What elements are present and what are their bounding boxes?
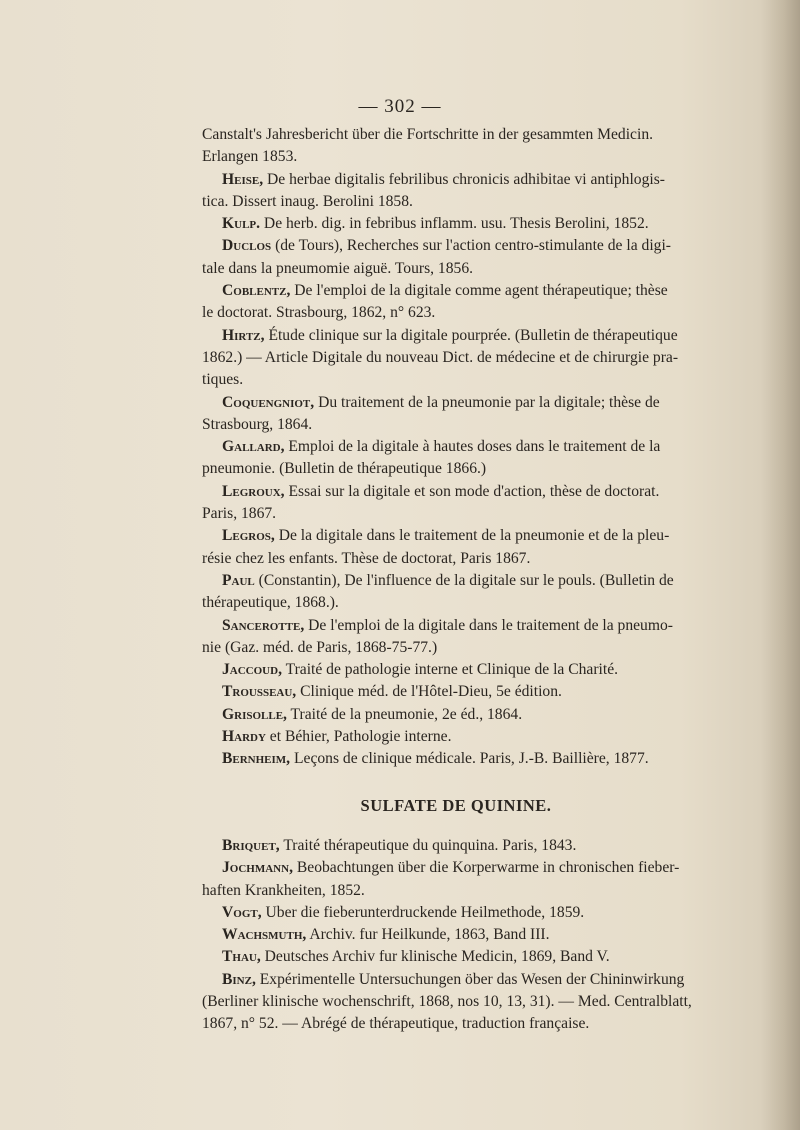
bibliography-entry [202, 748, 710, 770]
entry-line [202, 570, 710, 592]
entry-text: Du traitement de la pneumonie par la digitale; thèse de [314, 393, 660, 411]
entry-line [202, 213, 710, 235]
entry-text: Leçons de clinique médicale. Paris, J.-B. Baillière, 1877. [290, 750, 649, 768]
entry-line [202, 258, 710, 280]
entry-line [202, 969, 710, 991]
bibliography-entry [202, 902, 710, 924]
entry-line [202, 1013, 710, 1035]
bibliography-entry [202, 924, 710, 946]
entry-line [202, 458, 710, 480]
entry-line [202, 659, 710, 681]
bibliography-entry [202, 235, 710, 280]
entry-author: Wachsmuth, [222, 926, 307, 944]
entry-author: Legroux, [222, 482, 285, 500]
entry-text: De l'emploi de la digitale dans le traitement de la pneumo- [304, 616, 673, 634]
bibliography-entry [202, 681, 710, 703]
bibliography-entry [202, 481, 710, 526]
entry-author: Paul [222, 571, 255, 589]
entry-text: résie chez les enfants. Thèse de doctorat, Paris 1867. [202, 549, 531, 567]
entry-line [202, 302, 710, 324]
entry-line [202, 835, 710, 857]
entry-line [202, 704, 710, 726]
entry-text: Clinique méd. de l'Hôtel-Dieu, 5e édition. [296, 683, 562, 701]
entry-line [202, 857, 710, 879]
entry-line [202, 548, 710, 570]
entry-text: Traité thérapeutique du quinquina. Paris, 1843. [279, 836, 577, 854]
entry-text: nie (Gaz. méd. de Paris, 1868-75-77.) [202, 638, 438, 656]
entry-author: Coblentz, [222, 282, 291, 300]
entry-text: Traité de pathologie interne et Clinique de la Charité. [281, 661, 619, 679]
entry-author: Gallard, [222, 438, 285, 456]
entry-author: Kulp. [222, 215, 261, 233]
entry-text: Deutsches Archiv fur klinische Medicin, 1869, Band V. [260, 948, 610, 966]
bibliography-entry [202, 659, 710, 681]
bibliography-entry [202, 213, 710, 235]
entry-line [202, 347, 710, 369]
entry-line [202, 726, 710, 748]
entry-line [202, 503, 710, 525]
entry-text: 1867, n° 52. — Abrégé de thérapeutique, traduction française. [202, 1015, 590, 1033]
entry-text: Beobachtungen über die Korperwarme in chronischen fieber- [292, 859, 680, 877]
entry-line [202, 991, 710, 1013]
bibliography-list-quinine [202, 835, 710, 1036]
entry-line [202, 748, 710, 770]
entry-author: Vogt, [222, 903, 262, 921]
entry-line [202, 414, 710, 436]
bibliography-entry [202, 857, 710, 902]
entry-line [202, 235, 710, 257]
page-number: — 302 — [358, 96, 442, 117]
bibliography-entry [202, 325, 710, 392]
entry-line [202, 124, 710, 146]
entry-text: Emploi de la digitale à hautes doses dans le traitement de la [284, 438, 661, 456]
entry-author: Hardy [222, 728, 266, 746]
entry-author: Hirtz, [222, 326, 265, 344]
page-body [202, 124, 710, 1036]
entry-line [202, 637, 710, 659]
bibliography-entry [202, 726, 710, 748]
entry-text: De l'emploi de la digitale comme agent thérapeutique; thèse [290, 282, 668, 300]
entry-author: Trousseau, [222, 683, 297, 701]
bibliography-entry [202, 615, 710, 660]
entry-text: De herb. dig. in febribus inflamm. usu. Thesis Berolini, 1852. [260, 215, 649, 233]
entry-author: Duclos [222, 237, 272, 255]
entry-line [202, 924, 710, 946]
entry-text: Étude clinique sur la digitale pourprée. (Bulletin de thérapeutique [264, 326, 678, 344]
entry-author: Legros, [222, 527, 275, 545]
entry-line [202, 880, 710, 902]
entry-text: 1862.) — Article Digitale du nouveau Dict. de médecine et de chirurgie pra- [202, 348, 679, 366]
bibliography-entry [202, 525, 710, 570]
entry-text: et Béhier, Pathologie interne. [265, 728, 452, 746]
entry-text: Archiv. fur Heilkunde, 1863, Band III. [306, 926, 550, 944]
section-title: SULFATE DE QUININE. [360, 795, 552, 815]
bibliography-entry [202, 124, 710, 169]
bibliography-entry [202, 280, 710, 325]
entry-author: Briquet, [222, 836, 280, 854]
entry-author: Thau, [222, 948, 261, 966]
entry-text: De herbae digitalis febrilibus chronicis adhibitae vi antiphlogis- [263, 170, 665, 188]
entry-text: tale dans la pneumomie aiguë. Tours, 1856. [202, 259, 474, 277]
entry-author: Sancerotte, [222, 616, 305, 634]
bibliography-entry [202, 969, 710, 1036]
entry-author: Coquengniot, [222, 393, 315, 411]
entry-text: Traité de la pneumonie, 2e éd., 1864. [286, 705, 523, 723]
entry-text: Uber die fieberunterdruckende Heilmethode, 1859. [261, 903, 585, 921]
entry-line [202, 481, 710, 503]
entry-line [202, 191, 710, 213]
entry-text: Strasbourg, 1864. [202, 415, 313, 433]
entry-text: Erlangen 1853. [202, 148, 298, 166]
entry-author: Binz, [222, 970, 256, 988]
bibliography-entry [202, 436, 710, 481]
entry-text: pneumonie. (Bulletin de thérapeutique 1866.) [202, 460, 487, 478]
bibliography-entry [202, 570, 710, 615]
entry-text: Canstalt's Jahresbericht über die Fortschritte in der gesammten Medicin. [202, 126, 654, 143]
entry-line [202, 902, 710, 924]
entry-line [202, 436, 710, 458]
entry-line [202, 392, 710, 414]
entry-text: (Berliner klinische wochenschrift, 1868, nos 10, 13, 31). — Med. Centralblatt, [202, 992, 692, 1010]
entry-line [202, 169, 710, 191]
entry-text: (Constantin), De l'influence de la digitale sur le pouls. (Bulletin de [254, 571, 674, 589]
entry-text: tiques. [202, 371, 244, 389]
entry-text: le doctorat. Strasbourg, 1862, n° 623. [202, 304, 436, 322]
entry-author: Bernheim, [222, 750, 291, 768]
entry-line [202, 681, 710, 703]
page-spine-shadow [760, 0, 800, 1130]
bibliography-entry [202, 392, 710, 437]
entry-author: Grisolle, [222, 705, 287, 723]
entry-line [202, 146, 710, 168]
entry-line [202, 280, 710, 302]
entry-author: Jaccoud, [222, 661, 282, 679]
entry-text: haften Krankheiten, 1852. [202, 881, 365, 899]
entry-text: Paris, 1867. [202, 505, 277, 523]
entry-line [202, 369, 710, 391]
entry-text: Expérimentelle Untersuchungen öber das Wesen der Chininwirkung [255, 970, 685, 988]
entry-line [202, 592, 710, 614]
entry-text: Essai sur la digitale et son mode d'action, thèse de doctorat. [284, 482, 660, 500]
entry-text: thérapeutique, 1868.). [202, 594, 339, 612]
entry-line [202, 615, 710, 637]
entry-author: Jochmann, [222, 859, 293, 877]
entry-line [202, 525, 710, 547]
entry-text: (de Tours), Recherches sur l'action centro-stimulante de la digi- [271, 237, 671, 255]
bibliography-entry [202, 835, 710, 857]
entry-author: Heise, [222, 170, 264, 188]
bibliography-list-digitale [202, 124, 710, 771]
bibliography-entry [202, 704, 710, 726]
entry-line [202, 325, 710, 347]
entry-text: tica. Dissert inaug. Berolini 1858. [202, 192, 413, 210]
entry-text: De la digitale dans le traitement de la pneumonie et de la pleu- [274, 527, 670, 545]
entry-line [202, 946, 710, 968]
bibliography-entry [202, 946, 710, 968]
bibliography-entry [202, 169, 710, 214]
